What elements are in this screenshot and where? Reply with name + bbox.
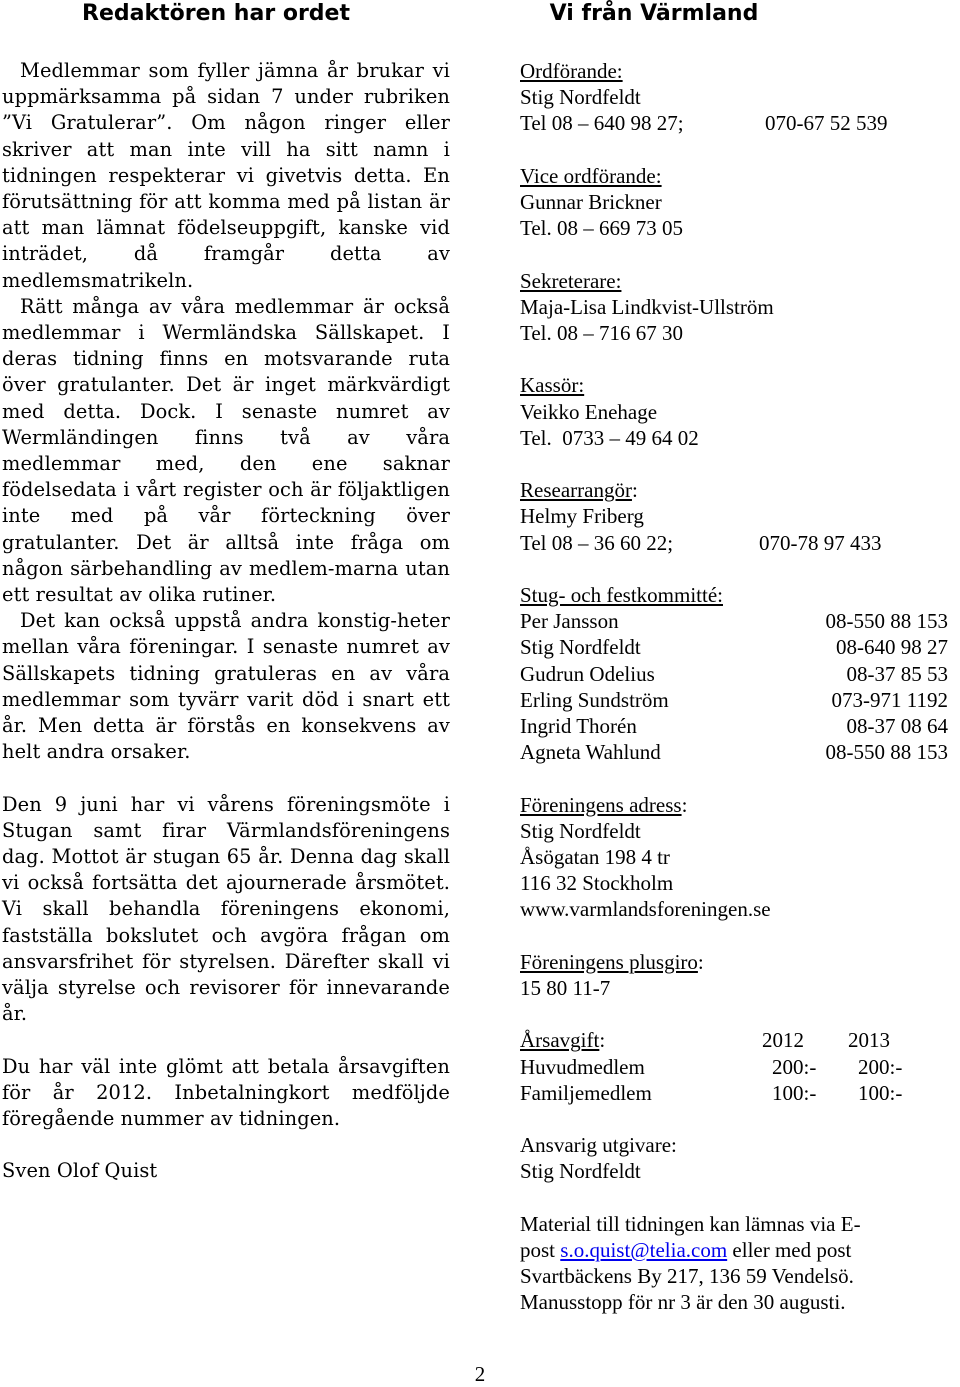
fees-year-2: 2013: [848, 1028, 890, 1053]
trips-name: Helmy Friberg: [520, 504, 644, 529]
trips-mobile: 070-78 97 433: [759, 530, 882, 555]
chair-label: Ordförande:: [520, 59, 623, 83]
fee-amount-2013: 200:-: [858, 1054, 903, 1079]
left-heading: Redaktören har ordet: [82, 1, 350, 26]
material-post: eller med post: [727, 1237, 852, 1262]
member-phone: 08-640 98 27: [836, 635, 948, 660]
right-column: [520, 0, 958, 1315]
fee-amount-2012: 200:-: [772, 1054, 817, 1079]
member-name: Ingrid Thorén: [520, 714, 637, 738]
committee-member-row: [520, 634, 958, 660]
committee-member-row: [520, 739, 958, 765]
trips-label-line: [520, 477, 958, 503]
address-label-line: [520, 792, 958, 818]
member-phone: 073-971 1192: [831, 687, 948, 712]
member-name: Per Jansson: [520, 609, 619, 634]
chair-name: Stig Nordfeldt: [520, 85, 641, 110]
fee-amount-2013: 100:-: [858, 1080, 903, 1105]
vice-label: Vice ordförande:: [520, 163, 662, 188]
giro-label: Föreningens plusgiro: [520, 949, 698, 974]
member-name: Erling Sundström: [520, 687, 669, 712]
material-line-3: Svartbäckens By 217, 136 59 Vendelsö.: [520, 1264, 854, 1289]
giro-number: 15 80 11-7: [520, 976, 611, 1000]
material-line-4: Manusstopp för nr 3 är den 30 augusti.: [520, 1290, 846, 1315]
page-number: 2: [474, 1362, 486, 1386]
fees-label: Årsavgift: [520, 1028, 600, 1053]
fee-amount-2012: 100:-: [772, 1080, 817, 1105]
committee-member-row: [520, 687, 958, 713]
member-name: Stig Nordfeldt: [520, 635, 641, 660]
fee-type: Familjemedlem: [520, 1080, 652, 1105]
email-link[interactable]: s.o.quist@telia.com: [560, 1237, 728, 1262]
chair-phone-row: [520, 110, 958, 136]
editorial-text: [2, 58, 450, 1185]
member-name: Gudrun Odelius: [520, 661, 655, 686]
trips-label: Researrangör: [520, 478, 632, 503]
address-street: Åsögatan 198 4 tr: [520, 845, 670, 869]
contact-list: [520, 58, 958, 1316]
material-pre: post: [520, 1237, 561, 1262]
committee-member-row: [520, 661, 958, 687]
treasurer-name: Veikko Enehage: [520, 399, 658, 424]
website-link[interactable]: www.varmlandsforeningen.se: [520, 897, 771, 922]
fees-row: [520, 1054, 958, 1080]
fees-colon: :: [599, 1028, 606, 1053]
address-colon: :: [681, 792, 688, 817]
right-heading: Vi från Värmland: [549, 1, 759, 26]
editorial-paragraph-2: Rätt många av våra medlemmar är också medlemmar i Wermländska Sällskapet. I deras tidning finns en motsvarande ruta över gratulanter. Det är inget märkvärdigt med detta. Dock. I senaste numret av Wermländingen finns två av våra medlemmar med, den ene saknar födelsedata i vårt register och är följaktligen inte med på vår förteckning över gratulanter. Det är alltså inte fråga om någon särbehandling av medlem-marna utan ett resultat av olika rutiner.: [2, 294, 450, 607]
chair-tel: Tel 08 – 640 98 27;: [520, 111, 684, 136]
trips-phone-row: [520, 530, 958, 556]
editorial-paragraph-3: Det kan också uppstå andra konstig-heter mellan våra föreningar. I senaste numret av Sällskapets tidning gratuleras en av våra medlemmar som tyvärr varit död i snart ett år. Men detta är förstås en konsekvens av helt andra orsaker.: [2, 609, 450, 764]
vice-tel: Tel. 08 – 669 73 05: [520, 216, 684, 241]
fees-year-1: 2012: [762, 1028, 804, 1053]
secretary-name: Maja-Lisa Lindkvist-Ullström: [520, 294, 774, 319]
treasurer-tel: Tel. 0733 – 49 64 02: [520, 425, 699, 450]
secretary-label: Sekreterare:: [520, 268, 622, 293]
treasurer-label: Kassör:: [520, 373, 585, 398]
trips-tel: Tel 08 – 36 60 22;: [520, 530, 674, 555]
committee-member-row: [520, 608, 958, 634]
member-phone: 08-37 08 64: [846, 714, 948, 738]
member-phone: 08-550 88 153: [825, 740, 948, 765]
fees-label-line: [520, 1028, 605, 1052]
member-name: Agneta Wahlund: [520, 740, 661, 765]
committee-member-row: [520, 713, 958, 739]
fee-type: Huvudmedlem: [520, 1054, 645, 1079]
secretary-tel: Tel. 08 – 716 67 30: [520, 321, 684, 345]
address-label: Föreningens adress: [520, 792, 682, 817]
editorial-paragraph-4: Den 9 juni har vi vårens föreningsmöte i Stugan samt firar Värmlandsföreningens dag. Mottot är stugan 65 år. Denna dag skall vi också fortsätta det ajournerade årsmötet. Vi skall behandla föreningens ekonomi, fastställa bokslutet och avgöra frågan om ansvarsfrihet för styrelsen. Därefter skall vi välja styrelse och revisorer för innevarande år.: [2, 792, 450, 1026]
editorial-paragraph-1: Medlemmar som fyller jämna år brukar vi uppmärksamma på sidan 7 under rubriken ”Vi Gratulerar”. Om någon ringer eller skriver att man inte vill ha sitt namn i tidningen respekterar vi givetvis detta. En förutsättning för att komma med på listan är att man lämnat födelseuppgift, kanske vid inträdet, då framgår detta av medlemsmatrikeln.: [2, 59, 450, 292]
chair-mobile: 070-67 52 539: [765, 111, 888, 136]
committee-label: Stug- och festkommitté:: [520, 582, 723, 607]
member-phone: 08-550 88 153: [825, 609, 948, 634]
address-city: 116 32 Stockholm: [520, 871, 674, 896]
editorial-paragraph-5: Du har väl inte glömt att betala årsavgiften för år 2012. Inbetalningkort medföljde föregående nummer av tidningen.: [2, 1054, 450, 1131]
left-column: [2, 0, 450, 1183]
publisher-name: Stig Nordfeldt: [520, 1159, 641, 1184]
member-phone: 08-37 85 53: [846, 661, 948, 686]
signature: Sven Olof Quist: [2, 1159, 158, 1183]
giro-colon: :: [697, 949, 704, 974]
fees-header-row: [520, 1027, 958, 1053]
vice-name: Gunnar Brickner: [520, 190, 662, 214]
giro-label-line: [520, 949, 958, 975]
publisher-label: Ansvarig utgivare:: [520, 1133, 677, 1158]
address-name: Stig Nordfeldt: [520, 818, 641, 843]
material-line-2: [520, 1237, 958, 1263]
fees-row: [520, 1080, 958, 1106]
trips-colon: :: [631, 478, 638, 503]
material-line-1: Material till tidningen kan lämnas via E-: [520, 1211, 861, 1236]
